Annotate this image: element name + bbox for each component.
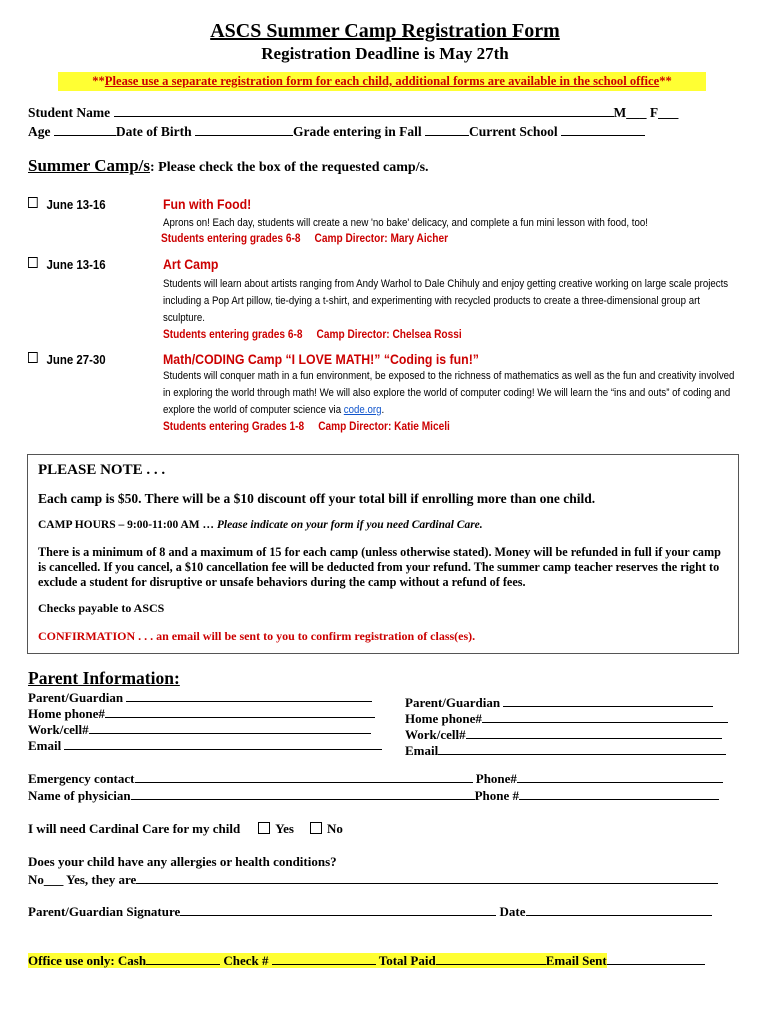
form-title: ASCS Summer Camp Registration Form <box>210 20 560 42</box>
camp-3-checkbox[interactable] <box>28 352 38 363</box>
emergency-input[interactable] <box>135 770 473 783</box>
camp-2-date: June 13-16 <box>46 257 106 272</box>
physician-phone-label: Phone # <box>474 788 519 803</box>
parent1-work-label: Work/cell# <box>28 722 89 737</box>
office-email-label: Email Sent <box>545 953 607 968</box>
camp-1-name: Fun with Food! <box>163 196 252 212</box>
parent1-guardian-row <box>28 689 372 706</box>
parent1-home-label: Home phone# <box>28 706 105 721</box>
emergency-label: Emergency contact <box>28 771 135 786</box>
parent2-guardian-row <box>405 694 713 711</box>
camp-3-description-end: . <box>381 404 385 416</box>
camp-3-director: Camp Director: Katie Miceli <box>318 421 450 433</box>
student-name-label: Student Name <box>28 105 111 120</box>
note-hours-italic: Please indicate on your form if you need Cardinal Care. <box>216 519 483 531</box>
grade-input[interactable] <box>425 123 469 136</box>
parent2-email-input[interactable] <box>438 742 726 755</box>
cardinal-care-row <box>28 821 343 837</box>
camp-3-name: Math/CODING Camp “I LOVE MATH!” “Coding is fun!” <box>163 351 479 367</box>
allergy-row <box>28 871 718 888</box>
gender-m-label[interactable]: M___ <box>613 105 647 120</box>
parent2-email-row <box>405 742 726 759</box>
school-input[interactable] <box>561 123 645 136</box>
parent2-guardian-label: Parent/Guardian <box>405 695 504 710</box>
camps-instruction: : Please check the box of the requested camp/s. <box>150 160 429 175</box>
camp-1-checkbox[interactable] <box>28 197 38 208</box>
parent1-home-row <box>28 705 375 722</box>
office-cash-input[interactable] <box>146 952 220 965</box>
registration-deadline: Registration Deadline is May 27th <box>261 44 509 63</box>
parent1-email-input[interactable] <box>64 737 382 750</box>
camp-3-description <box>163 368 744 419</box>
parent1-work-input[interactable] <box>89 721 371 734</box>
parent2-home-label: Home phone# <box>405 711 482 726</box>
parent1-email-label: Email <box>28 738 65 753</box>
age-input[interactable] <box>54 123 116 136</box>
office-total-input[interactable] <box>436 952 546 965</box>
dob-input[interactable] <box>195 123 293 136</box>
signature-input[interactable] <box>180 903 496 916</box>
parent2-home-row <box>405 710 728 727</box>
parent2-work-label: Work/cell# <box>405 727 466 742</box>
camp-3-date-row <box>28 352 106 367</box>
please-note-box <box>27 454 739 654</box>
camp-1-date: June 13-16 <box>46 197 106 212</box>
office-total-label: Total Paid <box>375 953 436 968</box>
student-name-row <box>28 104 678 121</box>
parent1-home-input[interactable] <box>105 705 375 718</box>
date-label: Date <box>496 904 526 919</box>
student-age-row <box>28 123 645 140</box>
camp-2-meta <box>163 329 476 341</box>
cardinal-yes-label: Yes <box>275 821 294 836</box>
note-heading: PLEASE NOTE . . . <box>38 462 166 478</box>
school-label: Current School <box>468 124 558 139</box>
camp-1-grades: Students entering grades 6-8 <box>161 233 301 245</box>
age-label: Age <box>28 124 51 139</box>
cardinal-no-checkbox[interactable] <box>310 822 322 834</box>
camp-1-description: Aprons on! Each day, students will create a new 'no bake' delicacy, and complete a fun mini lesson with food, too! <box>163 217 648 229</box>
parent2-guardian-input[interactable] <box>503 694 713 707</box>
office-use-row <box>28 952 705 969</box>
parent1-guardian-label: Parent/Guardian <box>28 690 127 705</box>
parent2-work-row <box>405 726 722 743</box>
camp-1-meta <box>161 233 462 245</box>
camp-3-date: June 27-30 <box>46 352 106 367</box>
cardinal-care-label: I will need Cardinal Care for my child <box>28 821 241 836</box>
allergy-input[interactable] <box>136 871 718 884</box>
office-cash-label: Office use only: Cash <box>28 953 147 968</box>
parent1-work-row <box>28 721 371 738</box>
note-hours-text: CAMP HOURS – 9:00-11:00 AM … <box>38 519 217 531</box>
note-confirmation: CONFIRMATION . . . an email will be sent to you to confirm registration of class(es). <box>38 629 476 643</box>
parent-heading: Parent Information: <box>28 668 180 688</box>
camp-2-checkbox[interactable] <box>28 257 38 268</box>
physician-row <box>28 787 719 804</box>
parent2-home-input[interactable] <box>482 710 728 723</box>
cardinal-yes-checkbox[interactable] <box>258 822 270 834</box>
notice-text: Please use a separate registration form for each child, additional forms are available in the school office <box>104 74 660 88</box>
camp-2-description: Students will learn about artists ranging from Andy Warhol to Dale Chihuly and enjoy getting creative working on large scale projects including a Pop Art pillow, tie-dying a t-shirt, and experimenting with recycled products to create a three-dimensional group art sculpture. <box>163 278 729 324</box>
emergency-row <box>28 770 723 787</box>
camp-2-director: Camp Director: Chelsea Rossi <box>316 329 462 341</box>
allergy-question: Does your child have any allergies or health conditions? <box>28 854 337 869</box>
note-policy: There is a minimum of 8 and a maximum of 15 for each camp (unless otherwise stated). Money will be refunded in full if your camp is cancelled. If you cancel, a $10 cancellation fee will be deducted from your refund. The summer camp teacher reserves the right to exclude a student for disruptive or unsafe behaviors during the camp without a refund of fees. <box>38 545 721 589</box>
emergency-phone-label: Phone# <box>472 771 517 786</box>
student-name-input[interactable] <box>114 104 614 117</box>
parent2-work-input[interactable] <box>466 726 722 739</box>
office-check-input[interactable] <box>272 952 376 965</box>
camp-3-description-text: Students will conquer math in a fun environment, be exposed to the richness of mathematics as well as the fun and creativity involved in exploring the world through math! We will also explore the world of computer coding! We will learn the “ins and outs” of coding and explore the world of computer science via <box>163 370 735 416</box>
camp-2-grades: Students entering grades 6-8 <box>163 329 303 341</box>
physician-phone-input[interactable] <box>519 787 719 800</box>
camp-1-date-row <box>28 197 106 212</box>
allergy-no-label: No___ Yes, they are <box>28 872 137 887</box>
camp-2-name: Art Camp <box>163 256 219 272</box>
camps-heading: Summer Camp/s <box>28 156 150 175</box>
camps-heading-row <box>28 156 429 176</box>
emergency-phone-input[interactable] <box>517 770 723 783</box>
parent1-guardian-input[interactable] <box>126 689 372 702</box>
cardinal-no-label: No <box>327 821 343 836</box>
note-checks: Checks payable to ASCS <box>38 601 165 615</box>
date-input[interactable] <box>526 903 712 916</box>
camp-1-director: Camp Director: Mary Aicher <box>314 233 449 245</box>
parent1-email-row <box>28 737 382 754</box>
grade-label: Grade entering in Fall <box>292 124 422 139</box>
office-email-input[interactable] <box>607 952 705 965</box>
office-use-segment <box>28 953 607 968</box>
dob-label: Date of Birth <box>115 124 192 139</box>
note-hours <box>38 519 483 531</box>
notice-suffix: ** <box>659 74 672 88</box>
gender-f-label[interactable]: F___ <box>649 105 679 120</box>
separate-form-notice <box>58 72 706 91</box>
camp-3-grades: Students entering Grades 1-8 <box>163 421 305 433</box>
note-price: Each camp is $50. There will be a $10 discount off your total bill if enrolling more than one child. <box>38 491 596 506</box>
camp-2-date-row <box>28 257 106 272</box>
notice-prefix: ** <box>92 74 105 88</box>
parent2-email-label: Email <box>405 743 439 758</box>
signature-row <box>28 903 712 920</box>
camp-3-meta <box>163 421 464 433</box>
signature-label: Parent/Guardian Signature <box>28 904 181 919</box>
physician-label: Name of physician <box>28 788 131 803</box>
code-org-link[interactable]: code.org <box>343 404 382 416</box>
office-check-label: Check # <box>220 953 272 968</box>
physician-input[interactable] <box>131 787 475 800</box>
